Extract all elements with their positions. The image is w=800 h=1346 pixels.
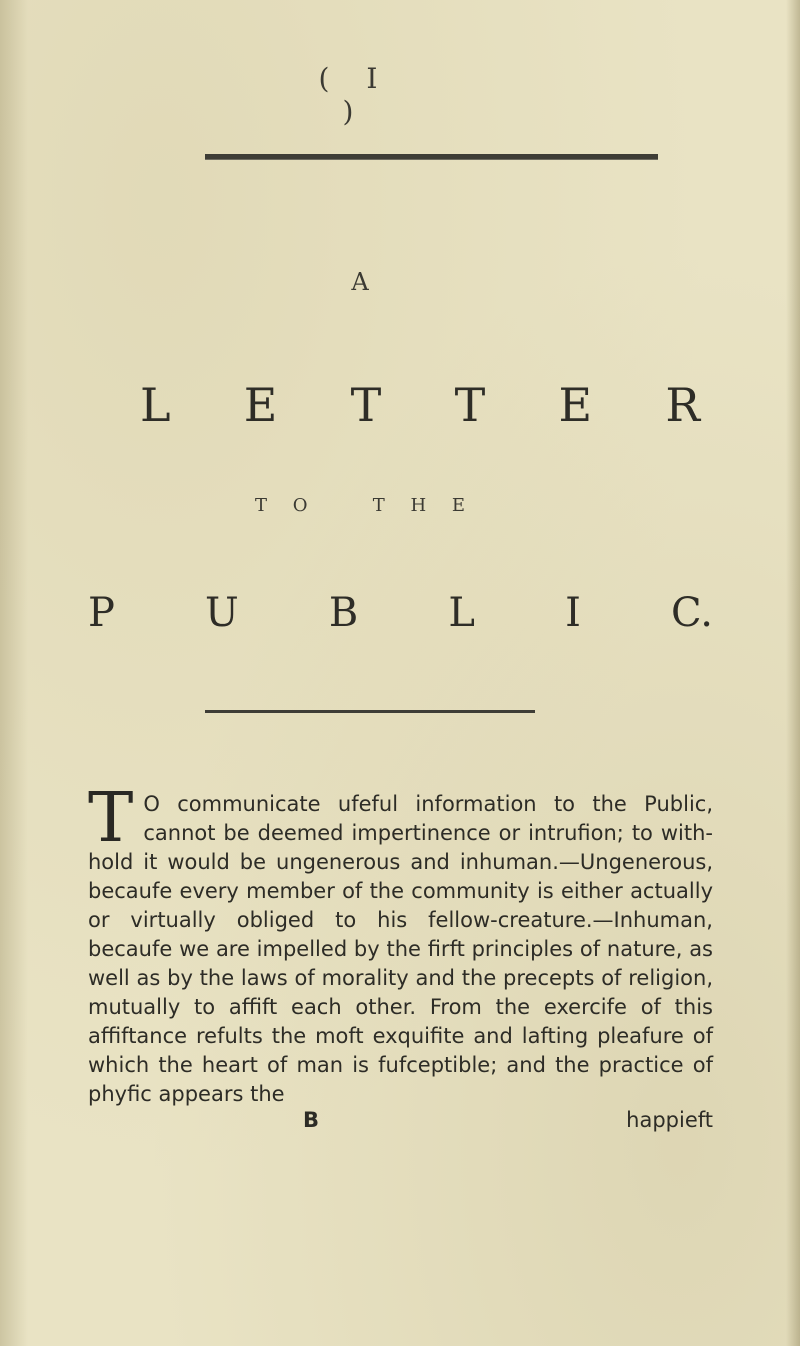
subtitle-char: T [255, 495, 268, 516]
title-char: T [350, 378, 382, 432]
title-letter [140, 378, 700, 432]
catchword: happieft [626, 1108, 713, 1132]
subtitle-char: O [292, 495, 308, 516]
subtitle-char: E [451, 495, 465, 516]
title-char: E [243, 378, 278, 432]
subtitle-space [333, 495, 347, 516]
page-edge-shadow [786, 0, 800, 1346]
public-char: B [328, 590, 359, 636]
title-article: A [351, 268, 369, 296]
title-char: R [665, 378, 700, 432]
public-char: I [565, 590, 581, 636]
public-char: P [88, 590, 115, 636]
subtitle-char: T [372, 495, 385, 516]
page-gutter-shadow [0, 0, 28, 1346]
header-rule [205, 154, 658, 160]
subtitle-char: H [410, 495, 427, 516]
title-char: T [454, 378, 486, 432]
title-char: L [140, 378, 171, 432]
body-paragraph [88, 779, 713, 1109]
signature-mark: B [303, 1108, 320, 1132]
public-char: C. [671, 590, 713, 636]
page-number: ( I ) [318, 62, 392, 128]
title-char: E [558, 378, 593, 432]
drop-cap: T [88, 779, 134, 858]
title-to-the [255, 495, 465, 516]
public-char: L [448, 590, 475, 636]
public-char: U [205, 590, 239, 636]
divider-rule [205, 710, 535, 713]
title-public [88, 590, 713, 636]
body-text: O communicate ufeful information to the Public, cannot be deemed impertinence or intrufion; to with-hold it would be ungenerous and inhuman.—Ungenerous, becaufe every member of the community is either actually or virtually obliged to his fellow-creature.—Inhuman, becaufe we are impelled by the firft principles of nature, as well as by the laws of morality and the precepts of religion, mutually to affift each other. From the exercife of this affiftance refults the moft exquifite and lafting pleafure of which the heart of man is fufceptible; and the practice of phyfic appears the [88, 792, 713, 1106]
